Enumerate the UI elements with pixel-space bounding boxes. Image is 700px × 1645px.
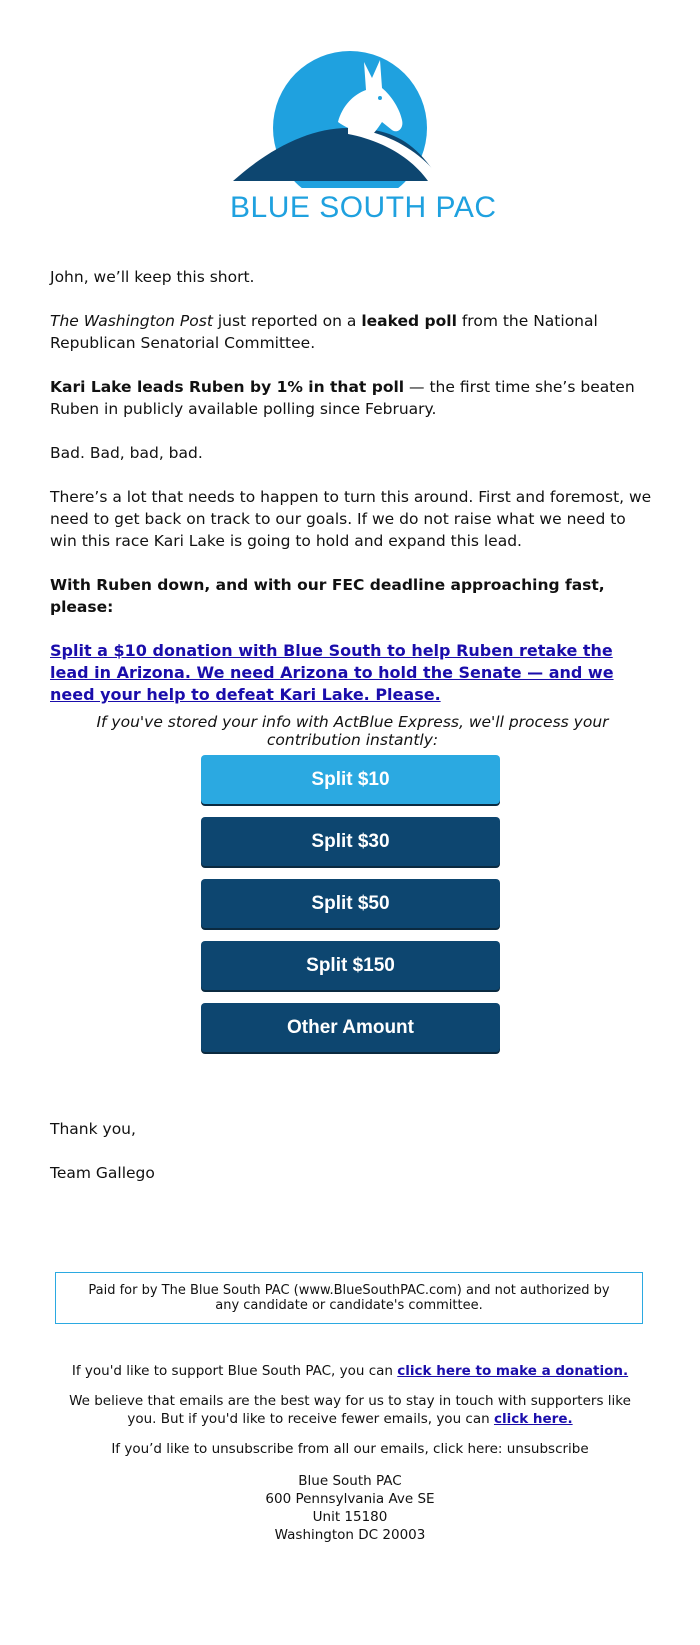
split-donation-link[interactable]: Split a $10 donation with Blue South to help Ruben retake the lead in Arizona. We need Arizona to hold the Senate — and we need your help to defeat Kari Lake. Please. <box>50 641 614 704</box>
support-line: If you'd like to support Blue South PAC, you can click here to make a donation. <box>71 1363 629 1379</box>
paragraph-bad: Bad. Bad, bad, bad. <box>50 444 203 462</box>
make-donation-link[interactable]: click here to make a donation. <box>397 1363 629 1379</box>
blue-south-logo[interactable] <box>230 48 497 238</box>
split-150-button[interactable]: Split $150 <box>201 941 500 990</box>
leaked-poll: leaked poll <box>361 312 457 330</box>
paragraph-lead: Kari Lake leads Ruben by 1% in that poll — the first time she’s beaten Ruben in publicly available polling since February. <box>50 378 635 418</box>
signoff <box>50 1118 155 1206</box>
greeting: John, we’ll keep this short. <box>50 268 255 286</box>
actblue-express-note: If you've stored your info with ActBlue Express, we'll process your contribution instantly: <box>96 713 609 749</box>
mailing-address: Blue South PAC 600 Pennsylvania Ave SE Unit 15180 Washington DC 20003 <box>265 1473 435 1543</box>
paid-for-disclaimer: Paid for by The Blue South PAC (www.BlueSouthPAC.com) and not authorized by any candidate or candidate's committee. <box>55 1272 643 1324</box>
donkey-logo-icon <box>230 48 470 188</box>
logo-text: BLUE SOUTH PAC <box>230 191 497 224</box>
paragraph-post: The Washington Post just reported on a leaked poll from the National Republican Senatorial Committee. <box>50 312 598 352</box>
unsubscribe-line[interactable]: If you’d like to unsubscribe from all our emails, click here: unsubscribe <box>111 1441 589 1457</box>
split-30-button[interactable]: Split $30 <box>201 817 500 866</box>
thanks-text: Thank you, <box>50 1120 136 1138</box>
email-body <box>50 266 652 706</box>
split-50-button[interactable]: Split $50 <box>201 879 500 928</box>
other-amount-button[interactable]: Other Amount <box>201 1003 500 1052</box>
fewer-emails-line: We believe that emails are the best way for us to stay in touch with supporters like you. But if you'd like to receive fewer emails, you can click here. <box>69 1393 631 1427</box>
paragraph-turnaround: There’s a lot that needs to happen to turn this around. First and foremost, we need to get back on track to our goals. If we do not raise what we need to win this race Kari Lake is going to hold and expand this lead. <box>50 488 652 550</box>
footer <box>55 1362 645 1544</box>
fewer-emails-link[interactable]: click here. <box>493 1411 573 1427</box>
paragraph-deadline: With Ruben down, and with our FEC deadline approaching fast, please: <box>50 576 605 616</box>
team-name: Team Gallego <box>50 1164 155 1182</box>
split-10-button[interactable]: Split $10 <box>201 755 500 804</box>
post-name: The Washington Post <box>50 312 213 330</box>
